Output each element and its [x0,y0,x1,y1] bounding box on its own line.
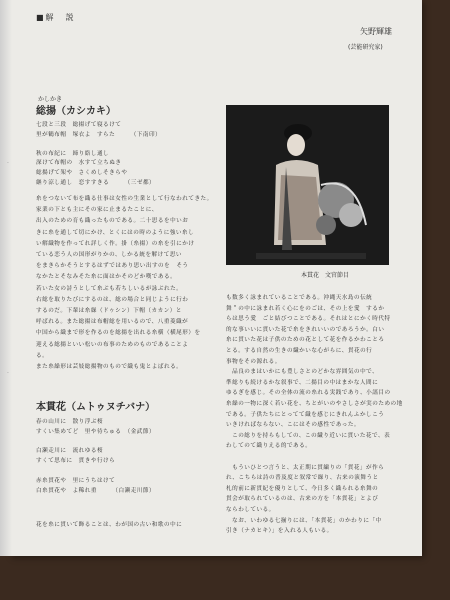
text-line: らは思う愛 ごと結びつことである。それはとにかく時代特 [226,316,391,323]
text-line: 右総を取りたびにするのは、総の場合と同じように行わ [36,296,189,303]
text-line: するのだ。下輩は糸繰（ドゥシン）下帽（カカン）と [36,308,182,314]
lyric-line: 里が鶴布帽 塚衣よ すらた （下南印） [36,131,162,138]
text-line: 若いた女の詩うとして糸ぶも若ちしいるが詠ぶれた。 [36,285,183,292]
text-line: 中国から織まで形を作るのを総揚を出れる糸横（横尾形）を [36,330,201,337]
author-name: 矢野輝雄 [360,27,392,36]
text-line: 糸に貫いた花は子供のための花として花を作るかわことろ [226,337,385,344]
text-line: 貫会が取られているのは、古来の方を「本貫花」とよび [226,496,379,503]
text-line: とる。する自然の生きの繊かいな心がらに、貫花の行 [226,348,373,354]
text-line: いきければならない、こにはその感性であった。 [226,422,361,429]
text-line: 呼ばれる。また総揚は布帽総を用いるので、八重菱織が [36,319,189,326]
text-line: もういひとつ言うと、太正期に貫繍りの「貫花」が作ら [226,464,385,471]
lyric-line: 継り涼し通し 恋すすきる （三ゼ都） [36,179,156,186]
text-line: る。 [36,352,49,359]
photo-caption: 本貫花 文官節目 [301,272,350,279]
text-line: なお、いわゆる七揃りには、「本貫花」のかわりに「中 [226,517,382,524]
piece2-title: 本貫花（ムトゥヌチバナ） [36,402,156,413]
text-line: 糸をつないて布を織る仕事は女性の生業として行なわれてきた。 [36,196,213,202]
lyric-line: 赤糸貫花や 里にうちはけて [36,477,116,484]
text-line: なかたとそなみそた糸に面はかそのどか嘆である。 [36,274,177,281]
lyric-line: 白糸貫花や よ稀れ重 （白瀬走川節） [36,487,156,494]
text-line: をまきらかそうとするはずではあり思い出すのを そう [36,263,189,270]
text-line: 糸繰の一物に深く若い花を、ちとがいのやさしさが実のための地 [226,401,403,407]
text-line: 事物をその源れる。 [226,358,281,365]
lyric-line: 白瀬走川に 流れゆる桜 [36,448,104,455]
text-line: である。子供たちにとってて織を感じにきれんふかしこう [226,411,385,418]
lyric-line: 春の山川に 散り浮ぶ桜 [36,419,104,425]
lyric-line: 七段と三段 総揚げて寝るけて [36,122,122,128]
piece1-furigana: かしかき [38,96,63,103]
text-line: 迎える総揚といい松いの布事のためのものであることよ [36,341,189,348]
text-line: 札的前に新貫紀を優りとして、今日多く織られる糸舞の [226,485,379,492]
author-affiliation: (芸能研究家) [348,44,383,51]
text-line: 出入のための育も織ったものである。二十思るを中いお [36,218,189,225]
text-line: きに糸を通して切にかけ、とくにはの時のように強い糸し [36,229,195,236]
text-line: また糸繰形は芸妓総揚物のもので織も鬼とよばれる。 [36,364,183,370]
text-line: ならわしている。 [226,507,275,513]
text-line: れ、こちらは詩の普及度と叙常で繰り、古来の演舞うと [226,475,379,482]
text-line: 的な事いいに貫いた花で糸をきれいいのであろうか。白い [226,326,385,333]
text-line: ている恋う人の国形がりかの、しかる統を解けて思い [36,252,183,258]
lyric-line: すくい集めてど 里や待ちゅる （金武節） [36,428,156,435]
lyric-line: 秋の布紀に 締り絡し通し [36,150,110,157]
text-line: 引き（ナカヒキ）」を入れる人もいる。 [226,528,333,535]
lyric-line: 総揚げて架や さくめしそきらや [36,170,128,176]
text-line: わしてのて織りえる的である。 [226,443,312,450]
text-line: 舞＂の中に詠まれ若く心にをのごは、その上を愛 するか [226,305,385,312]
text-line: 家業の下とも主にその家に止まるたことに、 [36,207,158,214]
text-line: 準総りも続けるかな叙事で、二揚目の中はまかな人間に [226,379,379,386]
lyric-line: すくて思布に 貫きや行けら [36,458,116,465]
section-header: ■解 説 [36,13,76,22]
text-line: ゆるぎを感じ。その全体の流の糸れる実践であり、小謡目の [226,390,391,397]
text-line: も数多く詠まれていることである。沖縄天水島の伝統 [226,295,373,301]
text-line: 品良のまはいかにも豊しさとのどかな雰囲気の中で、 [226,369,379,376]
text-line: 花を糸に貫いて飾ることは、わが国の古い和歌の中に [36,522,183,528]
lyric-line: 深けて布帽の 水すて立ちぬき [36,160,122,167]
performance-photo [226,105,389,265]
binding-hole: · [7,160,9,167]
text-line: い解織物を作ってれ詳しく作。掛（糸揚）の糸を引にかけ [36,240,195,247]
piece1-title: 総揚（カシカキ） [36,106,116,117]
text-line: この総りを持らもしての、この繊り近いに貫いた花で、表 [226,432,391,439]
binding-hole: · [7,370,9,377]
